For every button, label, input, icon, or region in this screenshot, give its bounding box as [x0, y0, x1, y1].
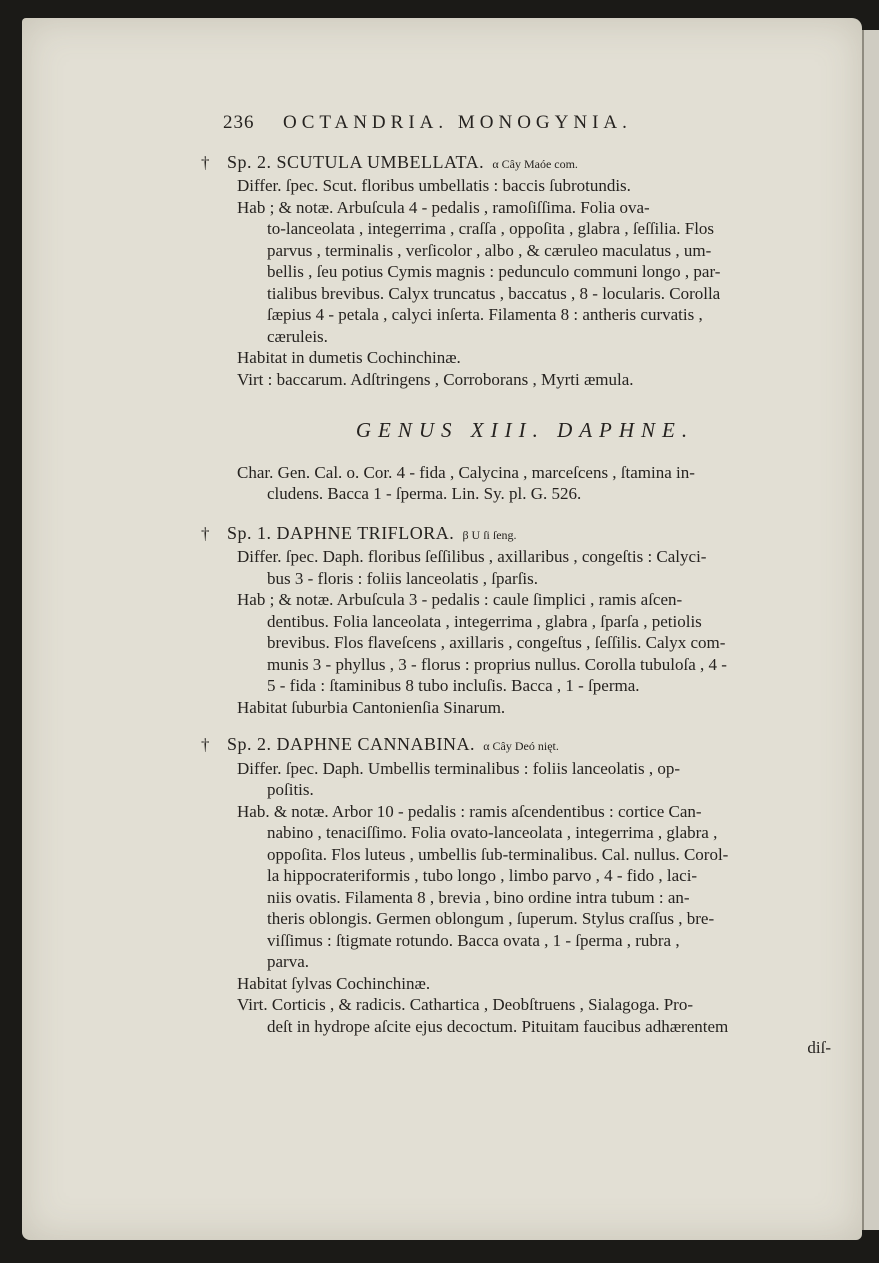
vernacular-name: β U ſi ſeng. [462, 527, 517, 542]
page-header [223, 112, 835, 134]
text-line: oppoſita. Flos luteus , umbellis ſub-terminalibus. Cal. nullus. Corol- [267, 844, 729, 864]
species-scutula-umbellata [201, 151, 835, 391]
text-line: la hippocrateriformis , tubo longo , limbo parvo , 4 - fido , laci- [267, 866, 698, 885]
virtue-block [215, 994, 835, 1059]
text-line: niis ovatis. Filamenta 8 , brevia , bino ordine intra tubum : an- [267, 887, 690, 907]
text-line: 5 - fida : ſtaminibus 8 tubo incluſis. Bacca , 1 - ſperma. [267, 676, 640, 695]
text-line: bus 3 - floris : foliis lanceolatis , ſparſis. [267, 568, 539, 588]
text-line: Virt. Corticis , & radicis. Cathartica , Deobſtruens , Sialagoga. Pro- [237, 995, 693, 1014]
page-number: 236 [223, 112, 255, 133]
differ-block [215, 546, 835, 589]
text-line: cæruleis. [267, 326, 328, 346]
text-line: dentibus. Folia lanceolata , integerrima , glabra , ſparſa , petiolis [267, 611, 702, 631]
differ-block [215, 758, 835, 801]
virtue-line: Virt : baccarum. Adſtringens , Corroborans , Myrti æmula. [237, 369, 634, 389]
species-heading [201, 151, 835, 176]
text-line: poſitis. [267, 780, 314, 799]
habitat-line: Habitat in dumetis Cochinchinæ. [237, 348, 461, 367]
species-heading [201, 522, 835, 547]
text-line: munis 3 - phyllus , 3 - florus : proprius nullus. Corolla tubuloſa , 4 - [267, 654, 727, 674]
facing-page-edge [862, 30, 879, 1230]
text-line: to-lanceolata , integerrima , craſſa , oppoſita , glabra , ſeſſilia. Flos [267, 219, 715, 238]
running-head: OCTANDRIA. MONOGYNIA. [283, 112, 632, 133]
text-line: Hab ; & notæ. Arbuſcula 4 - pedalis , ramoſiſſima. Folia ova- [237, 197, 650, 217]
page-content [201, 112, 835, 1075]
text-line: Hab ; & notæ. Arbuſcula 3 - pedalis : caule ſimplici , ramis aſcen- [237, 590, 683, 609]
text-line: parva. [267, 952, 310, 971]
text-line: parvus , terminalis , verſicolor , albo , & cæruleo maculatus , um- [267, 240, 712, 260]
text-line: ſæpius 4 - petala , calyci inſerta. Filamenta 8 : antheris curvatis , [267, 305, 703, 324]
text-line: brevibus. Flos flaveſcens , axillaris , congeſtus , ſeſſilis. Calyx com- [267, 633, 726, 652]
dagger-mark: † [201, 523, 210, 543]
text-line: theris oblongis. Germen oblongum , ſuperum. Stylus craſſus , bre- [267, 909, 715, 928]
species-label: Sp. 2. DAPHNE CANNABINA. [227, 734, 476, 754]
hab-notes [215, 589, 835, 697]
habitat-line: Habitat ſylvas Cochinchinæ. [237, 973, 431, 993]
text-line: bellis , ſeu potius Cymis magnis : pedunculo communi longo , par- [267, 262, 721, 281]
differ-line: Differ. ſpec. Scut. floribus umbellatis : baccis ſubrotundis. [237, 176, 631, 195]
catchword: diſ- [807, 1038, 831, 1057]
species-heading [201, 734, 835, 758]
habitat-line: Habitat ſuburbia Cantonienſia Sinarum. [237, 697, 506, 717]
dagger-mark: † [201, 735, 210, 754]
text-line: Differ. ſpec. Daph. floribus ſeſſilibus , axillaribus , congeſtis : Calyci- [237, 547, 707, 566]
genus-title: GENUS XIII. DAPHNE. [355, 418, 695, 442]
dagger-mark: † [201, 152, 210, 172]
text-line: Hab. & notæ. Arbor 10 - pedalis : ramis aſcendentibus : cortice Can- [237, 801, 702, 821]
vernacular-name: α Cây Deó nięt. [483, 739, 559, 753]
text-line: viſſimus : ſtigmate rotundo. Bacca ovata , 1 - ſperma , rubra , [267, 930, 680, 950]
hab-notes [215, 801, 835, 973]
species-daphne-cannabina [201, 734, 835, 1059]
species-label: Sp. 2. SCUTULA UMBELLATA. [227, 151, 485, 172]
genus-character [215, 462, 835, 505]
text-line: cludens. Bacca 1 - ſperma. Lin. Sy. pl. G. 526. [267, 484, 582, 503]
vernacular-name: α Cây Maóe com. [492, 156, 578, 171]
text-line: tialibus brevibus. Calyx truncatus , baccatus , 8 - locularis. Corolla [267, 283, 721, 303]
text-line: Char. Gen. Cal. o. Cor. 4 - fida , Calycina , marceſcens , ſtamina in- [237, 462, 695, 482]
species-label: Sp. 1. DAPHNE TRIFLORA. [227, 522, 455, 543]
text-line: Differ. ſpec. Daph. Umbellis terminalibus : foliis lanceolatis , op- [237, 758, 681, 778]
hab-notes [215, 197, 835, 348]
text-line: nabino , tenaciſſimo. Folia ovato-lanceolata , integerrima , glabra , [267, 823, 718, 842]
species-daphne-triflora [201, 522, 835, 719]
text-line: deſt in hydrope aſcite ejus decoctum. Pituitam faucibus adhærentem [267, 1016, 729, 1036]
